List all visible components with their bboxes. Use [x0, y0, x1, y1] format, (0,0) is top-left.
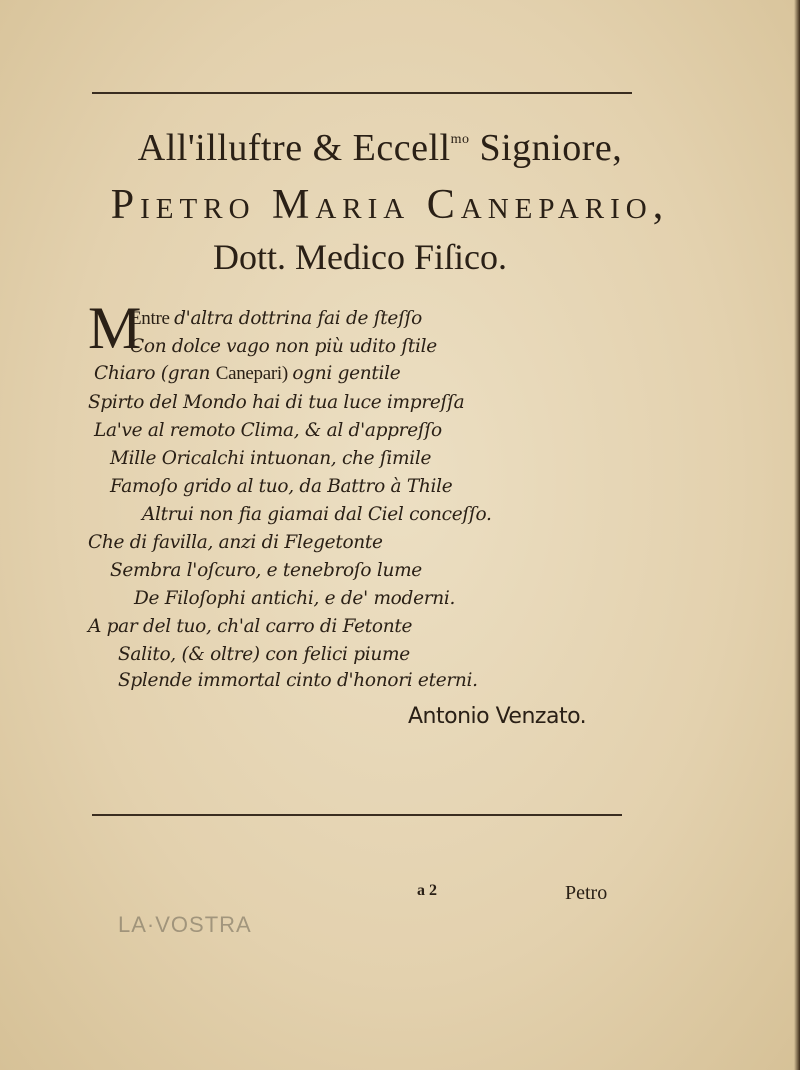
signature-mark: a 2 [417, 882, 437, 899]
bottom-rule [92, 814, 622, 816]
dedication-superscript: mo [450, 132, 470, 147]
poem-line: Famoſo grido al tuo, da Battro à Thile [110, 476, 453, 497]
catchword: Petro [565, 882, 608, 904]
author-signature: Antonio Venzato. [408, 704, 587, 729]
poem-line: La've al remoto Clima, & al d'appreſſo [94, 420, 442, 441]
dedicatee-name: Pietro Maria Canepario, [110, 182, 670, 228]
poem-line: Sembra l'oſcuro, e tenebroſo lume [110, 560, 422, 581]
poem-line-italic: ogni gentile [292, 363, 401, 384]
poem-line: Splende immortal cinto d'honori eterni. [118, 670, 478, 691]
bleed-through-stamp: LA·VOSTRA [118, 912, 252, 937]
dedication-line-1 [0, 126, 780, 170]
poem-line-italic: Chiaro (gran [94, 363, 216, 384]
poem-line: Che di favilla, anzi di Flegetonte [88, 532, 383, 553]
poem-line-roman: Canepari) [215, 363, 293, 384]
poem-line-roman: Entre [130, 308, 175, 329]
poem-line: De Filoſophi antichi, e de' moderni. [134, 588, 456, 609]
poem-line: Spirto del Mondo hai di tua luce impreſſa [88, 392, 465, 413]
poem-line: A par del tuo, ch'al carro di Fetonte [88, 616, 413, 637]
dedicatee-title: Dott. Medico Fiſico. [213, 237, 507, 277]
dedication-line-1-text: All'illuftre & Eccell [137, 127, 451, 169]
poem-line: Salito, (& oltre) con felici piume [118, 644, 410, 665]
dedication-line-1-end: Signiore, [469, 127, 623, 169]
page-edge-shadow [794, 0, 800, 1070]
poem-line-italic: d'altra dottrina fai de ſteſſo [174, 308, 423, 329]
top-rule [92, 92, 632, 94]
poem-line: Altrui non fia giamai dal Ciel conceſſo. [142, 504, 492, 525]
drop-cap: M [88, 295, 142, 361]
poem-line [130, 308, 422, 330]
poem-line: Con dolce vago non più udito ſtile [130, 336, 437, 357]
poem-line: Mille Oricalchi intuonan, che ſimile [110, 448, 432, 469]
poem-line [94, 363, 400, 385]
